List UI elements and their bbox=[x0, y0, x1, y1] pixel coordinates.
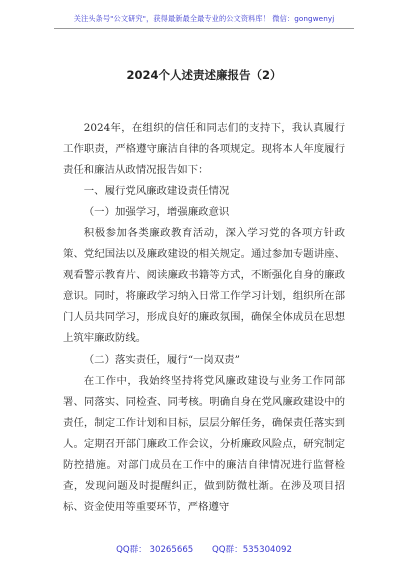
header-banner: 关注头条号"公文研究"，获得最新最全最专业的公文资料库！ 微信：gongwenyj bbox=[73, 14, 335, 23]
footer-qq-group-2: QQ群：535304092 bbox=[212, 545, 292, 555]
body-paragraph-1: 积极参加各类廉政教育活动，深入学习党的各项方针政策、党纪国法以及廉政建设的相关规定。通过参加专题讲座、观看警示教育片、阅读廉政书籍等方式，不断强化自身的廉政意识。同时，将廉政学习纳入日常工作学习计划，组织所在部门人员共同学习，形成良好的廉政氛围，确保全体成员在思想上筑牢廉政防线。 bbox=[63, 227, 345, 345]
subsection-heading-2: （二）落实责任，履行“一岗双责” bbox=[83, 353, 240, 366]
body-paragraph-2: 在工作中，我始终坚持将党风廉政建设与业务工作同部署、同落实、同检查、同考核。明确自身在党风廉政建设中的责任，制定工作计划和目标，层层分解任务，确保责任落实到人。定期召开部门廉政工作会议，分析廉政风险点，研究制定防控措施。对部门成员在工作中的廉洁自律情况进行监督检查，发现问题及时提醒纠正，做到防微杜渐。在涉及项目招标、资金使用等重要环节，严格遵守 bbox=[63, 374, 345, 513]
footer-contacts bbox=[0, 543, 408, 555]
document-title: 2024个人述责述廉报告（2） bbox=[126, 68, 282, 82]
footer-qq-group-1: QQ群： 30265665 bbox=[116, 545, 194, 555]
document-body bbox=[63, 118, 345, 518]
section-heading-1: 一、履行党风廉政建设责任情况 bbox=[83, 185, 230, 198]
subsection-heading-1: （一）加强学习，增强廉政意识 bbox=[83, 206, 230, 219]
intro-paragraph: 2024年，在组织的信任和同志们的支持下，我认真履行工作职责，严格遵守廉洁自律的各项规定。现将本人年度履行责任和廉洁从政情况报告如下： bbox=[63, 122, 345, 177]
header-divider bbox=[54, 28, 354, 29]
